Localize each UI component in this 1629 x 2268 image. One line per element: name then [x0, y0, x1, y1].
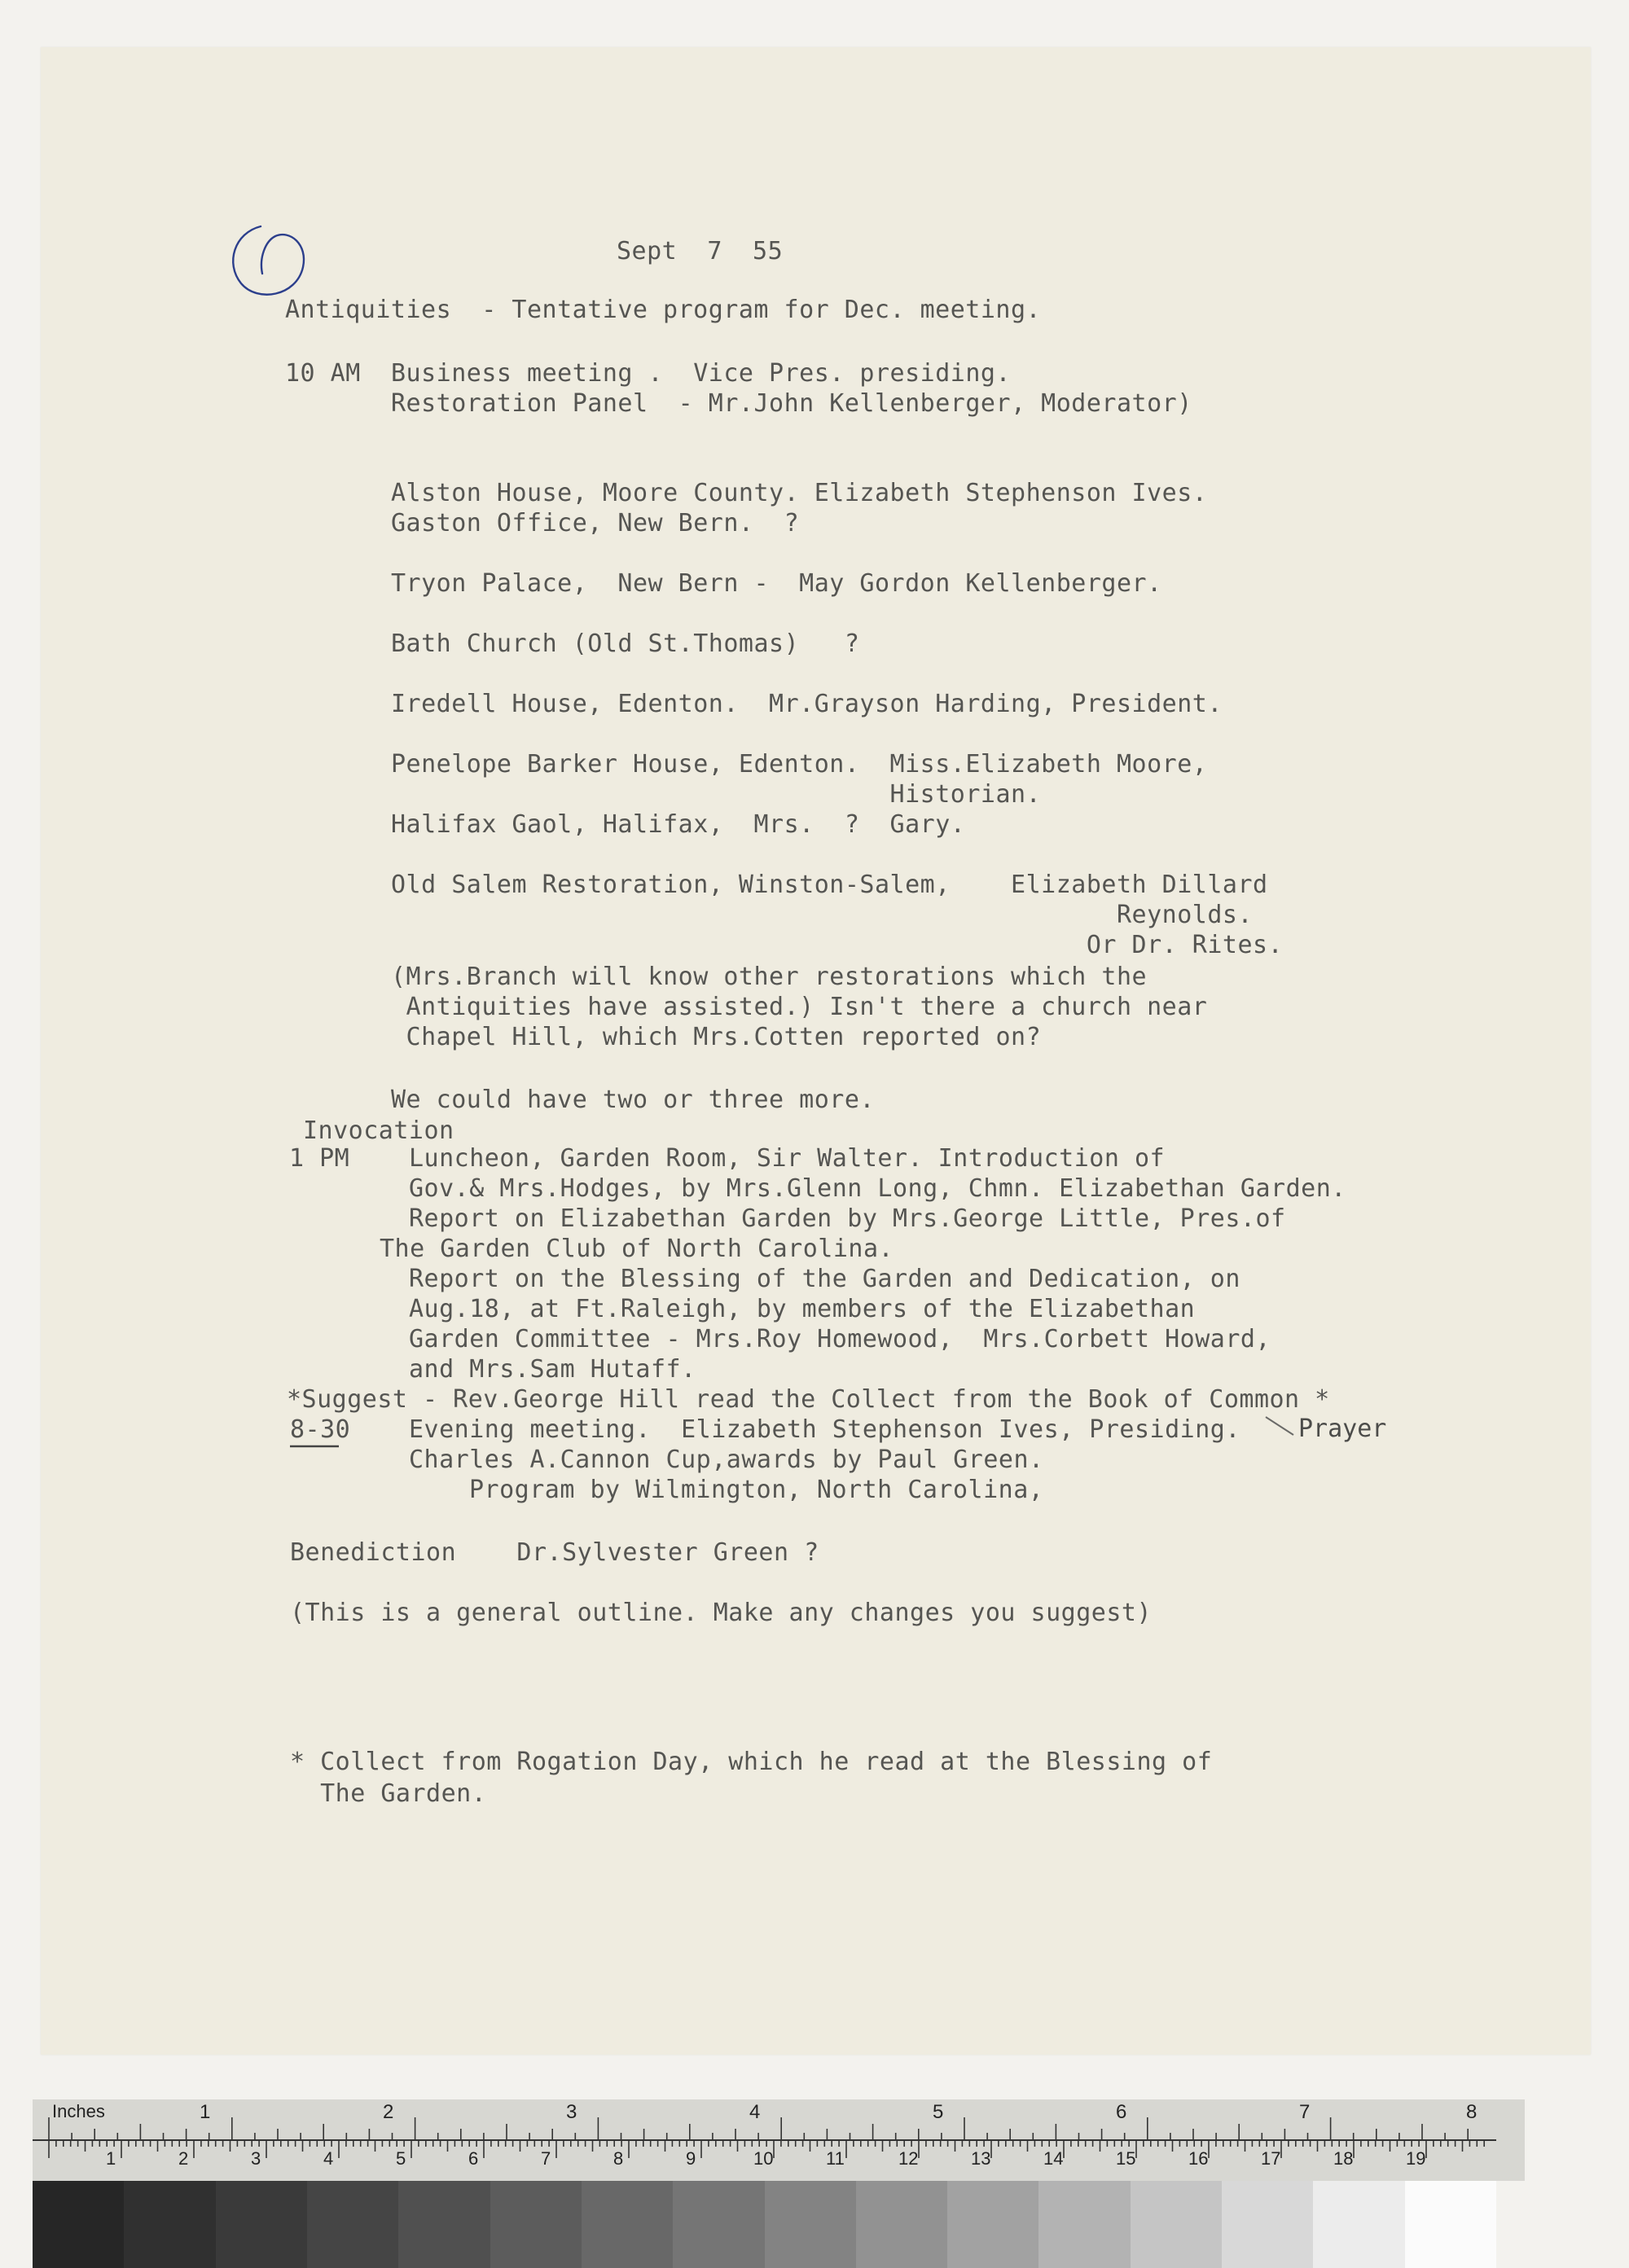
suggest-line: *Suggest - Rev.George Hill read the Collect from the Book of Common *: [287, 1385, 1330, 1414]
gray-patches: [33, 2181, 1496, 2268]
inch-number: 2: [383, 2101, 394, 2123]
cm-number: 6: [468, 2148, 479, 2169]
cm-number: 12: [898, 2148, 919, 2169]
gray-patch: [33, 2181, 124, 2268]
luncheon-line: Aug.18, at Ft.Raleigh, by members of the Elizabethan: [409, 1295, 1196, 1323]
luncheon-line: and Mrs.Sam Hutaff.: [409, 1355, 696, 1384]
gray-patch: [1038, 2181, 1130, 2268]
luncheon-time: 1 PM: [289, 1144, 350, 1173]
letter-heading: Antiquities - Tentative program for Dec. meeting.: [285, 296, 1042, 324]
footnote-line: The Garden.: [290, 1779, 487, 1808]
color-calibration-scale: [33, 2099, 1496, 2268]
restoration-line: Iredell House, Edenton. Mr.Grayson Harding, President.: [391, 690, 1223, 718]
cm-number: 1: [106, 2148, 116, 2169]
cm-number: 16: [1188, 2148, 1209, 2169]
letter-date: Sept 7 55: [617, 237, 784, 265]
luncheon-line: Report on Elizabethan Garden by Mrs.George Little, Pres.of: [409, 1204, 1286, 1233]
branch-note-line: (Mrs.Branch will know other restorations which the: [391, 963, 1148, 991]
restoration-line: Tryon Palace, New Bern - May Gordon Kellenberger.: [391, 569, 1162, 598]
gray-patch: [490, 2181, 582, 2268]
general-outline-note: (This is a general outline. Make any changes you suggest): [290, 1599, 1153, 1627]
evening-line-1: Evening meeting. Elizabeth Stephenson Ives, Presiding.: [409, 1415, 1240, 1444]
restoration-line: Or Dr. Rites.: [391, 931, 1284, 959]
gray-patch: [856, 2181, 947, 2268]
luncheon-line: Gov.& Mrs.Hodges, by Mrs.Glenn Long, Chmn. Elizabethan Garden.: [409, 1174, 1346, 1203]
luncheon-line: Report on the Blessing of the Garden and Dedication, on: [409, 1265, 1240, 1293]
gray-patch: [398, 2181, 490, 2268]
cm-number: 4: [323, 2148, 334, 2169]
gray-patch: [124, 2181, 215, 2268]
inch-number: 8: [1466, 2101, 1478, 2123]
inch-number: 1: [200, 2101, 211, 2123]
restoration-line: Gaston Office, New Bern. ?: [391, 509, 800, 537]
restoration-line: Penelope Barker House, Edenton. Miss.Elizabeth Moore,: [391, 750, 1208, 779]
cm-number: 8: [613, 2148, 624, 2169]
luncheon-line: Luncheon, Garden Room, Sir Walter. Introduction of: [409, 1144, 1166, 1173]
inch-number: 6: [1116, 2101, 1127, 2123]
ruler-endcap: [1496, 2099, 1525, 2181]
cm-number: 11: [826, 2148, 845, 2169]
restoration-line: Historian.: [391, 780, 1042, 809]
cm-number: 14: [1043, 2148, 1064, 2169]
inch-cm-ruler: [33, 2099, 1496, 2181]
restoration-line: Old Salem Restoration, Winston-Salem, Elizabeth Dillard: [391, 871, 1268, 899]
cm-number: 19: [1406, 2148, 1426, 2169]
gray-patch: [1405, 2181, 1496, 2268]
cm-number: 3: [251, 2148, 261, 2169]
gray-patch: [1131, 2181, 1222, 2268]
time-underline: [288, 1443, 340, 1450]
gray-patch: [1222, 2181, 1313, 2268]
cm-number: 2: [178, 2148, 189, 2169]
inch-number: 3: [566, 2101, 577, 2123]
restoration-line: Bath Church (Old St.Thomas) ?: [391, 630, 860, 658]
invocation-label: Invocation: [303, 1116, 454, 1145]
restoration-line: Halifax Gaol, Halifax, Mrs. ? Gary.: [391, 810, 966, 839]
evening-line-2: Charles A.Cannon Cup,awards by Paul Green.: [409, 1445, 1044, 1474]
prayer-handwritten-note: Prayer: [1298, 1415, 1387, 1443]
gray-patch: [673, 2181, 764, 2268]
cm-number: 18: [1333, 2148, 1354, 2169]
inch-number: 7: [1299, 2101, 1311, 2123]
gray-patch: [582, 2181, 673, 2268]
connector-mark: [1264, 1414, 1297, 1438]
cm-number: 15: [1116, 2148, 1136, 2169]
morning-time: 10 AM: [285, 359, 361, 388]
footnote-line: * Collect from Rogation Day, which he read at the Blessing of: [290, 1748, 1213, 1776]
cm-number: 17: [1261, 2148, 1281, 2169]
inch-number: 4: [749, 2101, 761, 2123]
restoration-line: Alston House, Moore County. Elizabeth Stephenson Ives.: [391, 479, 1208, 507]
luncheon-line: Garden Committee - Mrs.Roy Homewood, Mrs.Corbett Howard,: [409, 1325, 1271, 1353]
cm-number: 7: [541, 2148, 551, 2169]
gray-patch: [216, 2181, 307, 2268]
inch-number: 5: [933, 2101, 944, 2123]
cm-number: 13: [971, 2148, 991, 2169]
morning-line-2: Restoration Panel - Mr.John Kellenberger, Moderator): [391, 389, 1192, 418]
gray-patch: [765, 2181, 856, 2268]
morning-line-1: Business meeting . Vice Pres. presiding.: [391, 359, 1012, 388]
branch-note-line: Antiquities have assisted.) Isn't there a church near: [391, 993, 1208, 1021]
cm-number: 9: [686, 2148, 696, 2169]
gray-patch: [307, 2181, 398, 2268]
cm-number: 10: [753, 2148, 774, 2169]
gray-patch: [1313, 2181, 1404, 2268]
evening-line-3: Program by Wilmington, North Carolina,: [469, 1476, 1044, 1504]
more-restorations-line: We could have two or three more.: [391, 1086, 875, 1114]
evening-time: 8-30: [290, 1415, 351, 1444]
branch-note-line: Chapel Hill, which Mrs.Cotten reported on?: [391, 1023, 1042, 1051]
gray-patch: [947, 2181, 1038, 2268]
restoration-line: Reynolds.: [391, 901, 1254, 929]
benediction-line: Benediction Dr.Sylvester Green ?: [290, 1538, 819, 1567]
luncheon-line: The Garden Club of North Carolina.: [380, 1235, 894, 1263]
inches-label: Inches: [52, 2101, 105, 2121]
cm-number: 5: [396, 2148, 406, 2169]
